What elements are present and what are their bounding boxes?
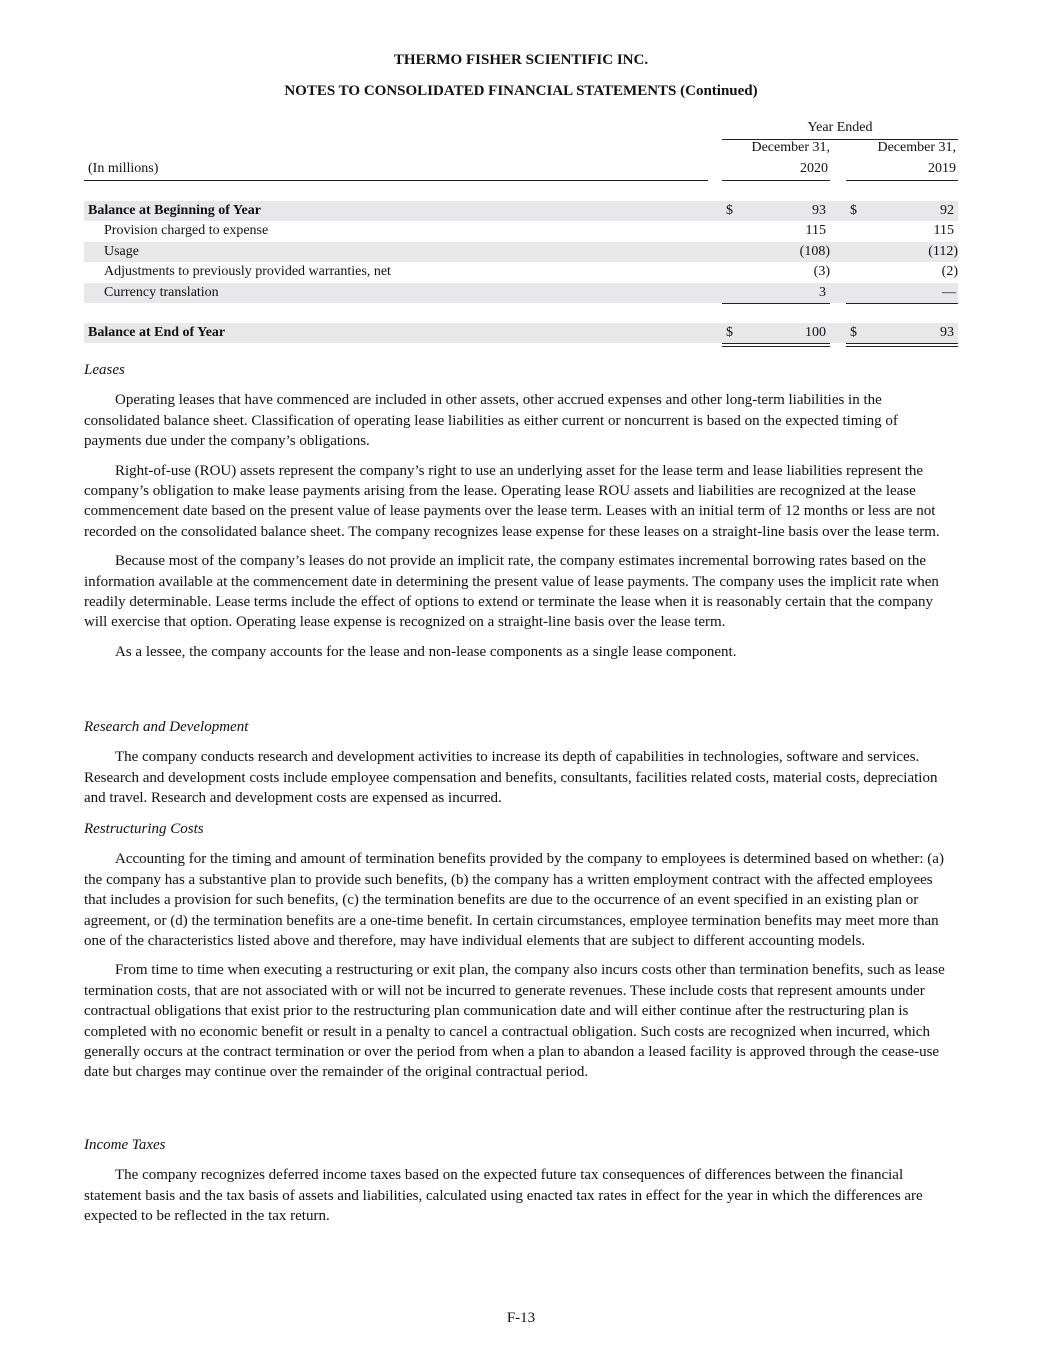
section-research-development — [84, 717, 958, 809]
currency-symbol: $ — [850, 203, 857, 218]
currency-symbol: $ — [726, 203, 733, 218]
cell-2020: (108) — [799, 244, 830, 259]
cell-2020: 115 — [805, 223, 826, 238]
currency-symbol: $ — [850, 325, 857, 340]
paragraph: From time to time when executing a restructuring or exit plan, the company also incurs costs other than termination benefits, such as lease termination costs, that are not associated with or will not be incurred to generate revenues. These include costs that represent amounts under contractual obligations that exist prior to the restructuring plan communication date and will either continue after the restructuring plan is completed with no economic benefit or result in a penalty to cancel a contractual obligation. Such costs are recognized when incurred, which generally occurs at the contract termination or over the period from when a plan to abandon a leased facility is approved through the cease-use date but charges may continue over the remainder of the original contractual period. — [84, 962, 945, 1081]
page-subtitle: NOTES TO CONSOLIDATED FINANCIAL STATEMENTS (Continued) — [284, 83, 758, 99]
section-title: Research and Development — [84, 719, 249, 735]
section-title: Restructuring Costs — [84, 821, 204, 837]
total-double-rule-2019 — [846, 346, 958, 347]
paragraph: The company conducts research and development activities to increase its depth of capabilities in technologies, software and services. Research and development costs include employee compensation and benefits, consultants, facilities related costs, material costs, depreciation and travel. Research and development costs are expensed as incurred. — [84, 749, 938, 807]
row-label-ending-balance: Balance at End of Year — [88, 325, 226, 340]
page-number: F-13 — [506, 1310, 536, 1326]
col-2020-line1: December 31, — [751, 140, 830, 155]
col-2020-line2: 2020 — [800, 161, 828, 176]
cell-2019: — — [942, 285, 956, 300]
subtotal-rule-2020 — [722, 303, 830, 304]
currency-symbol: $ — [726, 325, 733, 340]
row-label-usage: Usage — [104, 244, 139, 259]
cell-2019: (112) — [928, 244, 958, 259]
company-name: THERMO FISHER SCIENTIFIC INC. — [393, 52, 649, 68]
year-ended-header: Year Ended — [807, 120, 873, 135]
col-2020-rule — [722, 180, 830, 181]
paragraph: Right-of-use (ROU) assets represent the company’s right to use an underlying asset for the lease term and lease liabilities represent the company’s obligation to make lease payments arising from the lease. Operating lease ROU assets and liabilities are recognized at the lease commencement date based on the present value of lease payments over the lease term. Leases with an initial term of 12 months or less are not recorded on the consolidated balance sheet. The company recognizes lease expense for these leases on a straight-line basis over the lease term. — [84, 462, 940, 540]
paragraph: Accounting for the timing and amount of termination benefits provided by the company to employees is determined based on whether: (a) the company has a substantive plan to provide such benefits, (b) the company has a written employment contract with the affected employees that includes a provision for such benefits, (c) the termination benefits are due to the occurrence of an event specified in an existing plan or agreement, or (d) the termination benefits are a one-time benefit. In certain circumstances, employee termination benefits may meet more than one of the characteristics listed above and therefore, may have individual elements that are subject to different accounting models. — [84, 851, 944, 950]
col-2019-rule — [846, 180, 958, 181]
cell-2020: 100 — [805, 325, 826, 340]
cell-2019: 93 — [940, 325, 954, 340]
col-2019-line2: 2019 — [928, 161, 956, 176]
total-double-rule-2019 — [846, 343, 958, 344]
cell-2020: 3 — [819, 285, 826, 300]
section-restructuring — [84, 819, 958, 1083]
units-rule — [84, 180, 708, 181]
cell-2019: 115 — [933, 223, 954, 238]
total-double-rule-2020 — [722, 346, 830, 347]
total-double-rule-2020 — [722, 343, 830, 344]
cell-2020: 93 — [812, 203, 826, 218]
paragraph: Operating leases that have commenced are included in other assets, other accrued expenses and other long-term liabilities in the consolidated balance sheet. Classification of operating lease liabilities as either current or noncurrent is based on the expected timing of payments due under the company’s obligations. — [84, 392, 898, 450]
units-label: (In millions) — [88, 161, 159, 176]
section-income-taxes — [84, 1135, 958, 1227]
subtotal-rule-2019 — [846, 303, 958, 304]
row-label-currency-translation: Currency translation — [104, 285, 219, 300]
cell-2019: (2) — [941, 264, 958, 279]
cell-2019: 92 — [940, 203, 954, 218]
row-label-provision: Provision charged to expense — [104, 223, 269, 238]
row-label-adjustments: Adjustments to previously provided warranties, net — [104, 264, 391, 279]
section-leases — [84, 360, 958, 662]
row-label-beginning-balance: Balance at Beginning of Year — [88, 203, 261, 218]
paragraph: The company recognizes deferred income taxes based on the expected future tax consequences of differences between the financial statement basis and the tax basis of assets and liabilities, calculated using enacted tax rates in effect for the year in which the differences are expected to be reflected in the tax return. — [84, 1167, 923, 1225]
cell-2020: (3) — [813, 264, 830, 279]
section-title: Leases — [84, 362, 125, 378]
paragraph: Because most of the company’s leases do not provide an implicit rate, the company estimates incremental borrowing rates based on the information available at the commencement date in determining the present value of lease payments. The company uses the implicit rate when readily determinable. Lease terms include the effect of options to extend or terminate the lease when it is reasonably certain that the company will exercise that option. Operating lease expense is recognized on a straight-line basis over the lease term. — [84, 553, 939, 631]
section-title: Income Taxes — [84, 1137, 166, 1153]
col-2019-line1: December 31, — [877, 140, 956, 155]
paragraph: As a lessee, the company accounts for the lease and non-lease components as a single lease component. — [115, 643, 737, 660]
